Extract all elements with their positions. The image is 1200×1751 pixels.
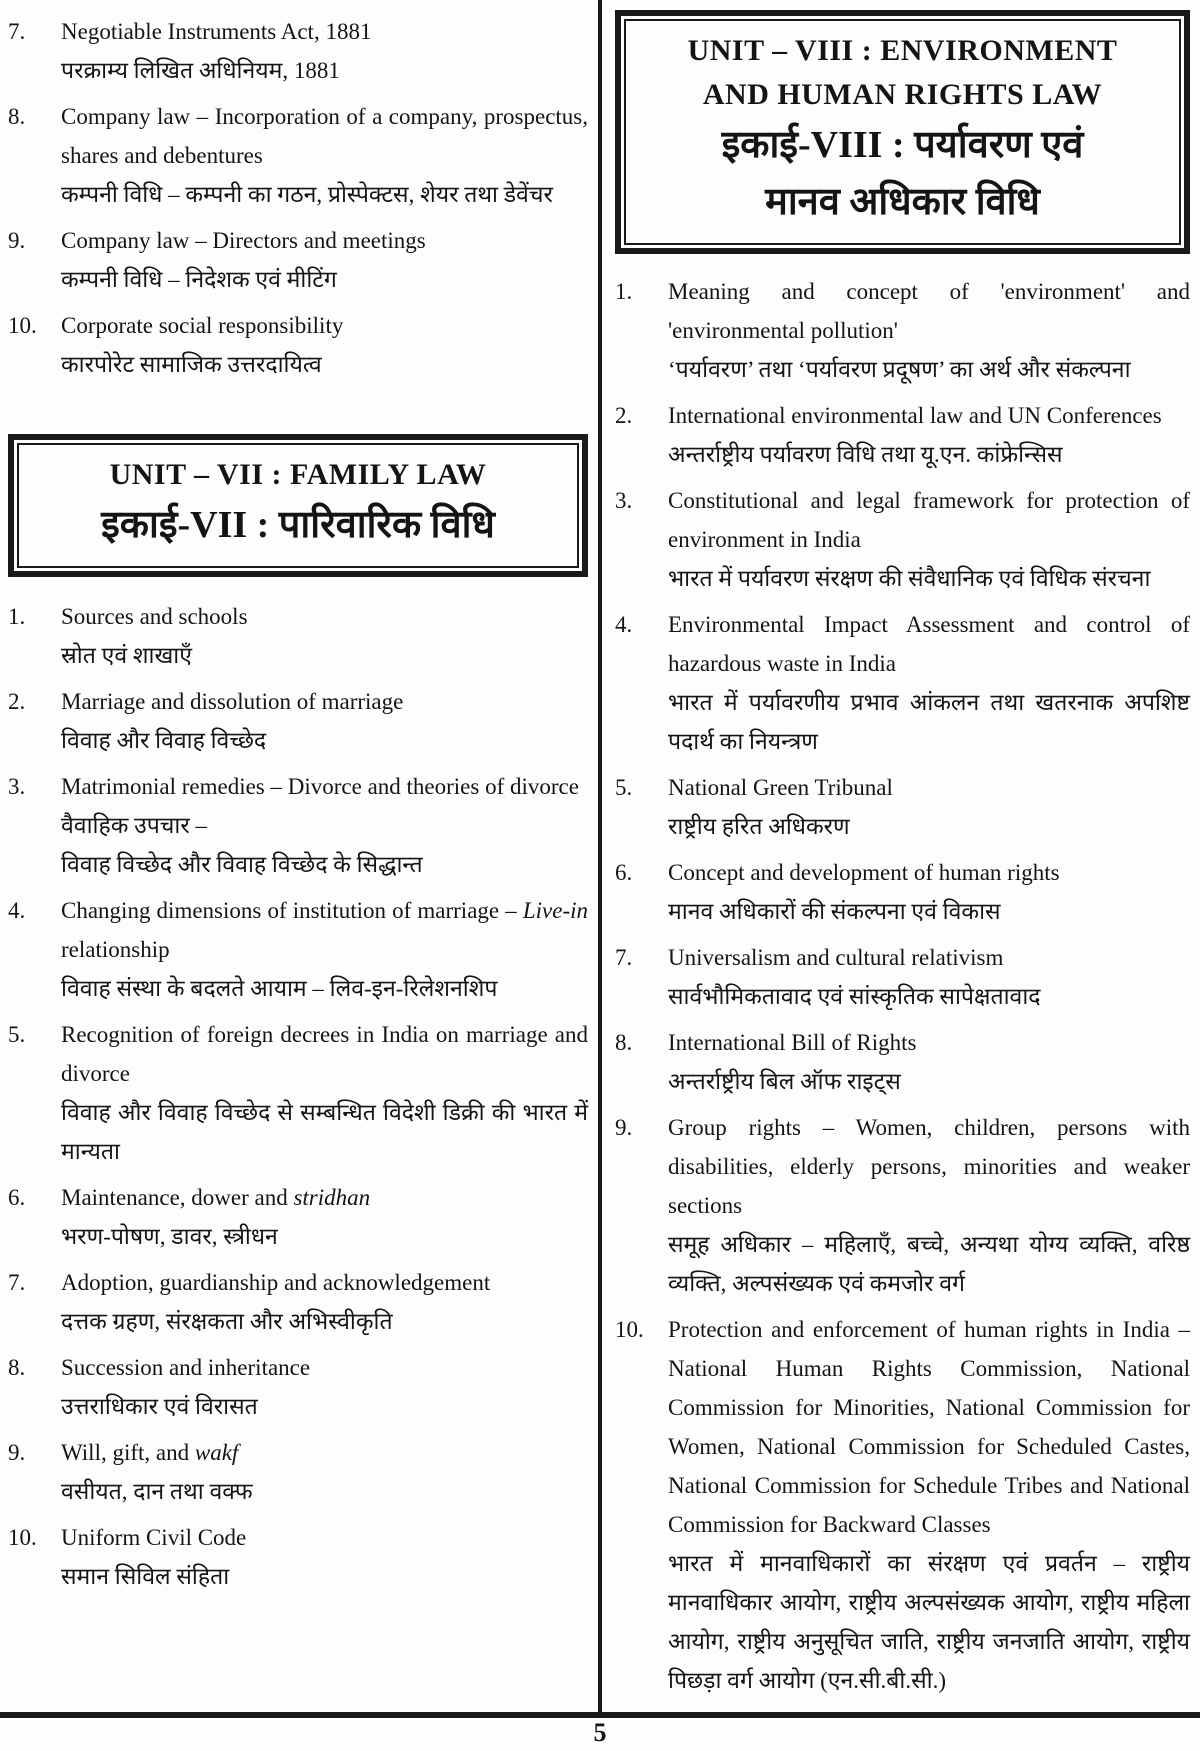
item-body	[668, 605, 1190, 761]
page-number: 5	[593, 1718, 607, 1747]
item-text-hi: भारत में पर्यावरणीय प्रभाव आंकलन तथा खतरनाक अपशिष्ट पदार्थ का नियन्त्रण	[668, 690, 1190, 754]
list-item	[8, 1518, 588, 1596]
item-text-en-part: Will, gift, and	[61, 1440, 195, 1465]
item-number: 10.	[8, 1525, 37, 1550]
item-number: 9.	[8, 228, 26, 253]
item-text-hi: अन्तर्राष्ट्रीय पर्यावरण विधि तथा यू.एन. कांफ्रेन्सिस	[668, 442, 1063, 467]
item-body	[668, 481, 1190, 598]
unit8-title-hi-line1: इकाई-VIII : पर्यावरण एवं	[721, 124, 1084, 166]
item-body	[668, 396, 1190, 474]
item-body	[61, 1518, 588, 1596]
item-body	[61, 767, 588, 884]
list-item	[615, 272, 1190, 389]
list-item	[615, 1108, 1190, 1303]
unit7-title-hi: इकाई-VII : पारिवारिक विधि	[101, 504, 495, 546]
item-text-en: National Green Tribunal	[668, 775, 893, 800]
item-text-hi: मानव अधिकारों की संकल्पना एवं विकास	[668, 899, 1001, 924]
item-body	[61, 682, 588, 760]
right-column	[602, 0, 1200, 1712]
item-text-en: Meaning and concept of 'environment' and 'environmental pollution'	[668, 279, 1190, 343]
item-number: 8.	[8, 1355, 26, 1380]
item-number: 9.	[8, 1440, 26, 1465]
item-text-en: International Bill of Rights	[668, 1030, 917, 1055]
item-body	[61, 12, 588, 90]
item-text-en: Matrimonial remedies – Divorce and theories of divorce	[61, 774, 579, 799]
item-text-en: Group rights – Women, children, persons with disabilities, elderly persons, minorities and weaker sections	[668, 1115, 1190, 1218]
item-body	[61, 891, 588, 1008]
item-number: 10.	[615, 1317, 644, 1342]
item-text-en	[61, 1433, 588, 1472]
item-body	[61, 1263, 588, 1341]
item-body	[61, 597, 588, 675]
item-number: 3.	[8, 774, 26, 799]
item-body	[61, 1178, 588, 1256]
item-text-en: Adoption, guardianship and acknowledgement	[61, 1270, 491, 1295]
item-text-en: Uniform Civil Code	[61, 1525, 247, 1550]
item-number: 10.	[8, 313, 37, 338]
item-text-hi: भरण-पोषण, डावर, स्त्रीधन	[61, 1224, 278, 1249]
item-number: 6.	[8, 1185, 26, 1210]
item-text-hi: विवाह संस्था के बदलते आयाम – लिव-इन-रिलेशनशिप	[61, 976, 498, 1001]
item-number: 1.	[8, 604, 26, 629]
list-item	[8, 597, 588, 675]
unit8-title-hi-line2: मानव अधिकार विधि	[765, 181, 1040, 223]
item-text-en-italic: wakf	[194, 1440, 239, 1465]
item-text-hi: राष्ट्रीय हरित अधिकरण	[668, 814, 850, 839]
unit7-box	[8, 434, 588, 577]
item-text-hi: वसीयत, दान तथा वक्फ	[61, 1479, 253, 1504]
item-text-en: Company law – Incorporation of a company, prospectus, shares and debentures	[61, 104, 588, 168]
list-item	[8, 97, 588, 214]
item-text-en	[61, 891, 588, 969]
unit8-box	[615, 10, 1190, 254]
list-item	[8, 1263, 588, 1341]
item-text-en: Negotiable Instruments Act, 1881	[61, 19, 372, 44]
item-body	[668, 768, 1190, 846]
unit8-box-inner	[624, 19, 1181, 245]
item-text-en: Corporate social responsibility	[61, 313, 344, 338]
item-body	[668, 938, 1190, 1016]
list-item	[8, 891, 588, 1008]
item-text-en-part: Changing dimensions of institution of marriage –	[61, 898, 523, 923]
list-item	[8, 1015, 588, 1171]
item-text-en: Constitutional and legal framework for protection of environment in India	[668, 488, 1190, 552]
item-text-en: Concept and development of human rights	[668, 860, 1060, 885]
item-text-en: Environmental Impact Assessment and control of hazardous waste in India	[668, 612, 1190, 676]
item-number: 4.	[615, 612, 633, 637]
item-text-hi: कम्पनी विधि – निदेशक एवं मीटिंग	[61, 267, 337, 292]
list-item	[8, 12, 588, 90]
list-item	[615, 1023, 1190, 1101]
item-text-hi: विवाह और विवाह विच्छेद	[61, 728, 267, 753]
item-text-hi: भारत में मानवाधिकारों का संरक्षण एवं प्रवर्तन – राष्ट्रीय मानवाधिकार आयोग, राष्ट्रीय अल्पसंख्यक आयोग, राष्ट्रीय महिला आयोग, राष्ट्रीय अनुसूचित जाति, राष्ट्रीय जनजाति आयोग, राष्ट्रीय पिछड़ा वर्ग आयोग (एन.सी.बी.सी.)	[668, 1551, 1190, 1693]
list-item	[8, 1178, 588, 1256]
unit8-title-en-line2: AND HUMAN RIGHTS LAW	[702, 78, 1103, 111]
item-number: 7.	[615, 945, 633, 970]
item-text-hi: सार्वभौमिकतावाद एवं सांस्कृतिक सापेक्षतावाद	[668, 984, 1041, 1009]
item-number: 7.	[8, 1270, 26, 1295]
list-item	[615, 853, 1190, 931]
item-number: 4.	[8, 898, 26, 923]
item-body	[668, 1108, 1190, 1303]
item-text-hi: ‘पर्यावरण’ तथा ‘पर्यावरण प्रदूषण’ का अर्थ और संकल्पना	[668, 357, 1131, 382]
list-item	[615, 1310, 1190, 1700]
item-body	[668, 272, 1190, 389]
item-number: 5.	[8, 1022, 26, 1047]
list-item	[8, 767, 588, 884]
item-text-en: International environmental law and UN Conferences	[668, 403, 1162, 428]
item-number: 8.	[8, 104, 26, 129]
item-text-en	[61, 1178, 588, 1217]
item-text-en: Protection and enforcement of human rights in India – National Human Rights Commission, National Commission for Minorities, National Commission for Women, National Commission for Scheduled Castes, National Commission for Schedule Tribes and National Commission for Backward Classes	[668, 1317, 1190, 1537]
list-item	[615, 768, 1190, 846]
item-number: 9.	[615, 1115, 633, 1140]
item-text-en: Marriage and dissolution of marriage	[61, 689, 404, 714]
item-body	[61, 1348, 588, 1426]
item-text-en: Succession and inheritance	[61, 1355, 311, 1380]
item-number: 6.	[615, 860, 633, 885]
list-item	[8, 1348, 588, 1426]
item-text-en: Universalism and cultural relativism	[668, 945, 1004, 970]
item-text-en-part: relationship	[61, 937, 170, 962]
item-text-hi: स्रोत एवं शाखाएँ	[61, 643, 192, 668]
list-item	[8, 1433, 588, 1511]
item-text-hi: कारपोरेट सामाजिक उत्तरदायित्व	[61, 352, 322, 377]
item-number: 1.	[615, 279, 633, 304]
item-text-hi: समान सिविल संहिता	[61, 1564, 230, 1589]
item-text-en: Sources and schools	[61, 604, 248, 629]
list-item	[8, 306, 588, 384]
item-number: 5.	[615, 775, 633, 800]
left-column	[0, 0, 602, 1712]
list-item	[615, 605, 1190, 761]
item-text-hi: भारत में पर्यावरण संरक्षण की संवैधानिक एवं विधिक संरचना	[668, 566, 1151, 591]
list-item	[8, 682, 588, 760]
item-text-hi: अन्तर्राष्ट्रीय बिल ऑफ राइट्स	[668, 1069, 901, 1094]
list-item	[615, 938, 1190, 1016]
item-body	[61, 1433, 588, 1511]
item-text-hi: परक्राम्य लिखित अधिनियम, 1881	[61, 58, 340, 83]
item-number: 3.	[615, 488, 633, 513]
item-text-hi: कम्पनी विधि – कम्पनी का गठन, प्रोस्पेक्टस, शेयर तथा डेवेंचर	[61, 182, 553, 207]
list-item	[8, 221, 588, 299]
item-number: 2.	[615, 403, 633, 428]
item-text-en-part: Maintenance, dower and	[61, 1185, 294, 1210]
item-text-hi: उत्तराधिकार एवं विरासत	[61, 1394, 258, 1419]
item-body	[668, 1023, 1190, 1101]
item-text-en: Recognition of foreign decrees in India on marriage and divorce	[61, 1022, 588, 1086]
unit8-title-en-line1: UNIT – VIII : ENVIRONMENT	[687, 34, 1118, 67]
item-text-hi: वैवाहिक उपचार –	[61, 813, 208, 838]
item-text-en-italic: Live-in	[522, 898, 588, 923]
item-text-hi: दत्तक ग्रहण, संरक्षकता और अभिस्वीकृति	[61, 1309, 393, 1334]
unit7-box-inner	[17, 443, 579, 568]
list-item	[615, 396, 1190, 474]
item-body	[61, 306, 588, 384]
item-number: 8.	[615, 1030, 633, 1055]
item-text-hi: विवाह विच्छेद और विवाह विच्छेद के सिद्धान्त	[61, 852, 423, 877]
item-number: 7.	[8, 19, 26, 44]
item-text-hi: विवाह और विवाह विच्छेद से सम्बन्धित विदेशी डिक्री की भारत में मान्यता	[61, 1100, 588, 1164]
list-item	[615, 481, 1190, 598]
item-body	[668, 1310, 1190, 1700]
unit7-title-en: UNIT – VII : FAMILY LAW	[109, 458, 487, 491]
item-body	[61, 1015, 588, 1171]
item-text-en: Company law – Directors and meetings	[61, 228, 426, 253]
item-number: 2.	[8, 689, 26, 714]
item-body	[668, 853, 1190, 931]
item-text-hi: समूह अधिकार – महिलाएँ, बच्चे, अन्यथा योग्य व्यक्ति, वरिष्ठ व्यक्ति, अल्पसंख्यक एवं कमजोर वर्ग	[668, 1232, 1190, 1296]
item-body	[61, 221, 588, 299]
item-body	[61, 97, 588, 214]
item-text-en-italic: stridhan	[293, 1185, 371, 1210]
